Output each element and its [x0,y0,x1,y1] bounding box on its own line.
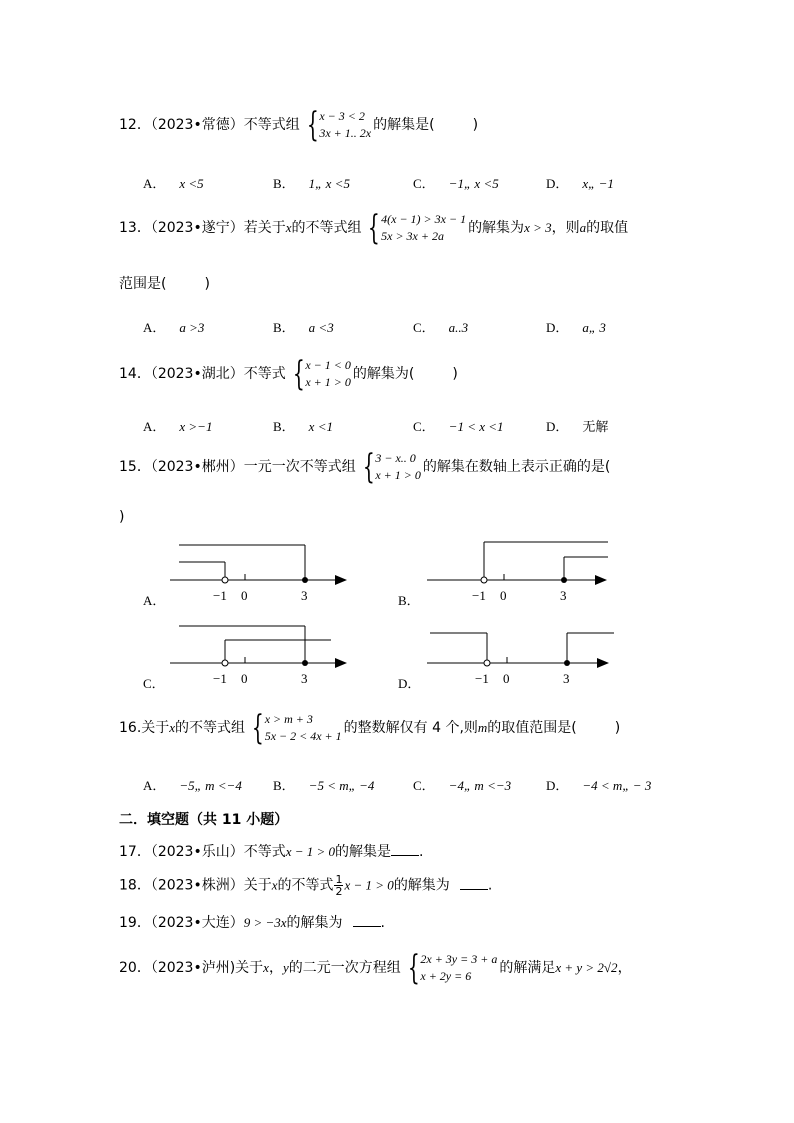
q19-prefix: 19．（2023•大连） [119,915,244,931]
q20-system: { 2x + 3y = 3 + a x + 2y = 6 [407,948,498,988]
question-19 [119,914,385,932]
q12-option-a[interactable] [143,173,204,192]
q14-prefix: 14．（2023•湖北）不等式 [119,366,286,382]
q15-a-label: A． [143,593,166,608]
q13-cond: x > 3 [524,220,552,235]
q16-option-d[interactable] [546,775,651,794]
q15-option-a-numberline[interactable] [165,535,355,605]
q12-a-text: x <5 [179,176,204,191]
q13-option-a[interactable] [143,317,204,336]
q13-sys-row2: 5x > 3x + 2a [381,229,444,243]
d-arrow-icon [597,658,609,668]
c-solid-dot [302,660,308,666]
q15-b-label: B． [398,593,420,608]
q20-end: ， [617,960,632,976]
q16-close: ) [614,720,621,736]
q20-prefix: 20．（2023•泸州)关于 [119,960,264,976]
q12-c-label: C． [413,176,435,191]
q19-answer-blank[interactable] [353,914,381,927]
question-13 [119,208,629,248]
q16-suffix1: 的整数解仅有 4 个,则 [343,720,478,736]
q15-prefix: 15．（2023•郴州）一元一次不等式组 [119,459,356,475]
q12-b-label: B． [273,176,295,191]
q17-prefix: 17．（2023•乐山）不等式 [119,844,286,860]
q16-option-c[interactable] [413,775,511,794]
q14-sys-row2: x + 1 > 0 [305,375,351,389]
b-solid-dot [561,577,567,583]
q14-a-label: A． [143,419,166,434]
q15-system: { 3 − x.. 0 x + 1 > 0 [362,447,421,487]
question-16 [119,708,621,748]
q14-b-label: B． [273,419,295,434]
d-solid-dot [564,660,570,666]
q19-expr: 9 > −3x [243,915,287,930]
q18-num: 1 [335,873,343,886]
q13-var2: a [579,220,587,235]
c-arrow-icon [335,658,347,668]
q20-sys-row1: 2x + 3y = 3 + a [420,952,498,966]
q18-mid: 的不等式 [277,877,334,894]
q13-c-label: C． [413,320,435,335]
q15-option-d-numberline[interactable] [422,618,616,688]
q15-option-a-label[interactable] [143,590,165,609]
q14-c-label: C． [413,419,435,434]
q18-var: x [271,877,278,893]
q15-c-label: C． [143,676,165,691]
q16-b-label: B． [273,778,295,793]
d-tick-0: 0 [503,671,510,686]
q12-system: { x − 3 < 2 3x + 1.. 2x [306,105,372,145]
q16-option-b[interactable] [273,775,374,794]
q13-suffix3: 的取值 [586,220,629,236]
q19-end: . [380,915,385,931]
q14-system: { x − 1 < 0 x + 1 > 0 [292,354,351,394]
q15-option-c-numberline[interactable] [165,618,355,688]
q13-b-label: B． [273,320,295,335]
q16-sys-row1: x > m + 3 [264,712,313,726]
q16-prefix: 16.关于 [119,720,170,736]
c-tick-0: 0 [241,671,248,686]
q18-fraction [334,874,343,897]
b-open-dot [481,577,487,583]
q14-a-text: x >−1 [179,419,213,434]
q20-mid: 的二元一次方程组 [288,960,401,976]
q15-option-b-numberline[interactable] [422,535,612,605]
q12-b-text: 1„ x <5 [308,176,350,191]
q15-option-b-label[interactable] [398,590,420,609]
q16-system: { x > m + 3 5x − 2 < 4x + 1 [251,708,342,748]
d-tick-3: 3 [563,671,570,686]
q18-answer-blank[interactable] [460,877,488,890]
b-arrow-icon [595,575,607,585]
q13-a-label: A． [143,320,166,335]
q16-sys-row2: 5x − 2 < 4x + 1 [264,729,342,743]
q14-c-text: −1 < x <1 [448,419,504,434]
b-tick-neg1: −1 [472,588,486,603]
a-solid-dot [302,577,308,583]
q20-suffix: 的解满足 [499,960,556,976]
q18-end: . [487,877,493,894]
q13-d-label: D． [546,320,569,335]
q13-prefix: 13．（2023•遂宁）若关于 [119,220,286,236]
q13-suffix2: ，则 [551,220,580,236]
q15-sys-row2: x + 1 > 0 [375,468,421,482]
q17-suffix: 的解集是 [335,844,392,860]
q18-den: 2 [335,885,343,898]
q13-option-c[interactable] [413,317,468,336]
q16-a-text: −5„ m <−4 [179,778,242,793]
q12-d-text: x„ −1 [582,176,614,191]
q12-option-b[interactable] [273,173,350,192]
q12-sys-row2: 3x + 1.. 2x [319,126,372,140]
question-13-line2 [119,275,210,293]
q16-suffix2: 的取值范围是( [487,720,577,736]
question-15-close [119,508,124,526]
q17-end: . [419,844,424,860]
q13-close: ) [204,276,210,292]
q14-d-text: 无解 [582,420,609,435]
a-arrow-icon [335,575,347,585]
q14-option-d[interactable] [546,416,608,435]
question-12 [119,105,479,145]
q16-var2: m [477,720,488,735]
q19-suffix: 的解集为 [286,915,343,931]
q15-option-d-label[interactable] [398,673,420,692]
q14-close: ) [452,366,458,382]
q13-system: { 4(x − 1) > 3x − 1 5x > 3x + 2a [368,208,467,248]
q12-a-label: A． [143,176,166,191]
q12-option-c[interactable] [413,173,499,192]
q14-sys-row1: x − 1 < 0 [305,358,351,372]
q14-suffix: 的解集为( [352,366,415,382]
q12-c-text: −1„ x <5 [448,176,499,191]
c-tick-3: 3 [301,671,308,686]
a-open-dot [222,577,228,583]
q12-suffix: 的解集是( [373,117,435,133]
q12-option-d[interactable] [546,173,614,192]
q18-prefix: 18．（2023•株洲）关于 [119,877,272,894]
q18-expr: x − 1 > 0 [344,877,394,893]
q17-answer-blank[interactable] [391,843,419,856]
q16-var: x [169,720,176,735]
a-tick-3: 3 [301,588,308,603]
c-open-dot [222,660,228,666]
q14-option-c[interactable] [413,416,504,435]
q20-cond: x + y > 2√2 [555,960,618,975]
q12-sys-row1: x − 3 < 2 [319,109,365,123]
question-14 [119,354,458,394]
q20-v1: x [263,960,269,975]
question-15 [119,447,611,487]
q13-a-text: a >3 [179,320,205,335]
q14-b-text: x <1 [308,419,333,434]
c-tick-neg1: −1 [213,671,227,686]
d-open-dot [484,660,490,666]
b-tick-0: 0 [500,588,507,603]
q15-close: ) [119,509,125,525]
question-20 [119,948,632,988]
q17-expr: x − 1 > 0 [285,844,336,859]
section-heading: 二．填空题（共 11 小题） [119,812,289,828]
q13-line2: 范围是( [119,276,167,292]
question-17 [119,843,423,861]
q12-close: ) [472,117,479,133]
q13-b-text: a <3 [308,320,334,335]
q15-suffix: 的解集在数轴上表示正确的是( [422,459,611,475]
q16-mid: 的不等式组 [175,720,246,736]
q13-var: x [285,220,292,235]
a-tick-0: 0 [241,588,248,603]
q20-comma: ， [268,960,283,976]
q12-prefix: 12．（2023•常德）不等式组 [119,117,300,133]
question-18 [119,874,492,897]
q14-option-a[interactable] [143,416,212,435]
q13-suffix1: 的解集为 [468,220,525,236]
b-tick-3: 3 [560,588,567,603]
q13-c-text: a..3 [448,320,469,335]
q13-d-text: a„ 3 [582,320,606,335]
d-tick-neg1: −1 [475,671,489,686]
q16-d-label: D． [546,778,569,793]
q15-sys-row1: 3 − x.. 0 [375,451,416,465]
q13-sys-row1: 4(x − 1) > 3x − 1 [381,212,467,226]
q12-d-label: D． [546,176,569,191]
q15-option-c-label[interactable] [143,673,165,692]
q16-d-text: −4 < m„ − 3 [582,778,652,793]
q13-mid: 的不等式组 [291,220,362,236]
q20-sys-row2: x + 2y = 6 [420,969,472,983]
q14-option-b[interactable] [273,416,333,435]
q16-c-label: C． [413,778,435,793]
q16-a-label: A． [143,778,166,793]
q16-b-text: −5 < m„ −4 [308,778,375,793]
q16-option-a[interactable] [143,775,242,794]
q13-option-b[interactable] [273,317,334,336]
q16-c-text: −4„ m <−3 [448,778,512,793]
q20-v2: y [282,960,289,975]
q15-d-label: D． [398,676,421,691]
a-tick-neg1: −1 [213,588,227,603]
q13-option-d[interactable] [546,317,606,336]
q18-suffix: 的解集为 [393,877,450,894]
q14-d-label: D． [546,419,569,434]
